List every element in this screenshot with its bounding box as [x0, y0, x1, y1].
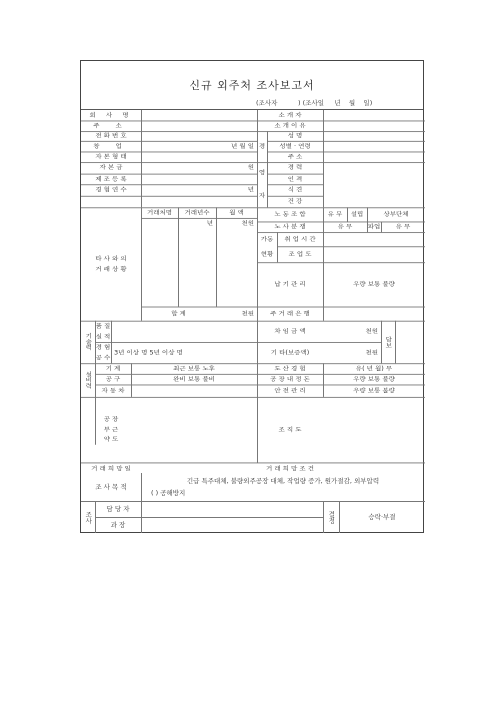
label-main-bank: 주 거 래 은 행: [270, 309, 310, 317]
other-unit: 천원: [365, 348, 378, 356]
owner-group-label-3: 자: [258, 192, 266, 200]
label-workers: 공 수: [95, 354, 111, 362]
label-phone: 전 화 번 호: [95, 132, 127, 140]
tools-grade: 완비 보통 불비: [173, 375, 215, 383]
label-founded: 창 업: [93, 142, 129, 150]
collateral-label: 담보: [384, 336, 393, 348]
strike-yes-no: 유 무: [395, 223, 411, 231]
label-introducer: 소 개 자: [278, 111, 302, 119]
label-owner-name: 성 명: [287, 132, 303, 140]
survey-info-line: (조사자 ) (조사일 년 월 일): [256, 99, 373, 107]
wage-unit: 천원: [365, 327, 378, 335]
label-head: 과 장: [110, 520, 126, 529]
label-address: 주 소: [93, 122, 129, 130]
label-capital: 자 본 금: [99, 164, 123, 172]
label-intro-reason: 소 개 이 유: [274, 122, 306, 130]
bankruptcy-value: 유( 년 월) 무: [355, 364, 393, 372]
decision-label: 결정: [327, 510, 336, 524]
label-personality: 인 격: [287, 175, 303, 183]
label-years: 경 협 연 수: [95, 186, 127, 194]
label-delivery: 납 기 관 리: [274, 280, 306, 288]
col-trade-years: 거래년수: [184, 208, 210, 216]
report-form: [80, 60, 424, 473]
label-quality: 품 질: [95, 322, 111, 330]
years-unit: 년: [247, 186, 254, 194]
label-rate: 조 업 도: [288, 250, 312, 258]
label-career: 경 력: [287, 164, 303, 172]
capital-unit: 원: [247, 164, 254, 172]
label-record: 실 적: [95, 332, 111, 341]
owner-group-label: 경: [258, 142, 266, 150]
label-desired-date: 거 래 희 망 일: [91, 464, 131, 473]
delivery-grade: 우량 보통 불량: [353, 280, 395, 288]
trade-total-unit: 천원: [241, 309, 254, 317]
factory-map-label: [81, 397, 141, 463]
experience-detail: 3년 이상 명 5년 이상 명: [114, 348, 183, 356]
label-owner-addr: 주 소: [287, 153, 303, 161]
machine-grade: 최근 보통 노후: [173, 364, 215, 372]
label-strike: 파업: [367, 223, 381, 231]
dispute-yes-no: 유 무: [337, 223, 353, 231]
label-factory-reg: 제 조 등 록: [95, 175, 127, 183]
label-capital-form: 자 본 형 태: [95, 153, 127, 161]
label-tools: 공 구: [105, 375, 121, 383]
owner-group-label-2: 영: [258, 169, 266, 177]
label-union: 노 동 조 합: [274, 210, 306, 218]
label-car: 자 동 차: [101, 386, 125, 395]
label-company: 회 사 명: [89, 111, 133, 119]
label-bankruptcy: 도 산 경 험: [274, 364, 306, 372]
purpose-line-2: ( ) 공해방지: [151, 488, 186, 497]
label-safety: 안 전 관 리: [274, 386, 306, 395]
form-grid: [81, 109, 423, 473]
label-experience: 경 험: [95, 343, 111, 351]
label-other: 기 타(보증액): [270, 348, 310, 356]
union-founded: 설립: [350, 210, 364, 218]
trade-label-1: 타 사 와 의: [95, 254, 127, 262]
label-dispute: 노 사 분 쟁: [274, 223, 306, 231]
form-title: 신규 외주처 조사보고서: [189, 79, 315, 92]
label-desired-conditions: 거 래 희 망 조 건: [265, 464, 314, 473]
label-knowledge: 식 견: [287, 186, 303, 194]
factory-grade: 우량 보통 불량: [353, 375, 395, 383]
label-factory-order: 공 장 내 정 돈: [270, 375, 310, 383]
trade-label-2: 거 래 상 황: [95, 265, 127, 273]
union-yes-no: 유 무: [327, 210, 343, 218]
col-monthly-amount: 월 액: [229, 208, 244, 216]
form-bottom: [80, 473, 424, 533]
amount-unit-cell: 천원: [241, 219, 254, 227]
label-work-hours: 취 업 시 간: [284, 235, 316, 243]
union-superior: 상부단체: [383, 210, 409, 218]
label-machine: 기 계: [105, 364, 121, 372]
purpose-line-1: 긴급 특주대체, 불량외주공장 대체, 작업량 증가, 원가절감, 외부압력: [186, 476, 380, 485]
decision-result: 승락·부결: [368, 512, 396, 521]
label-wage: 차 임 금 액: [274, 327, 306, 335]
operation-label: 가동: [260, 235, 274, 243]
col-partner: 거래처명: [146, 208, 173, 216]
years-unit-cell: 년: [206, 219, 213, 227]
founded-date: 년 월 일: [231, 142, 254, 150]
map-label-2: 부 근: [103, 425, 119, 434]
equip-group-label: 설비력: [84, 371, 93, 389]
label-health: 건 강: [287, 197, 303, 205]
map-label-1: 공 장: [103, 415, 119, 423]
map-label-3: 약 도: [103, 436, 119, 444]
label-manager: 담 당 자: [106, 504, 130, 513]
status-label: 현황: [260, 250, 274, 258]
trade-total-label: 합 계: [171, 309, 186, 317]
label-purpose: 조 사 목 적: [95, 482, 127, 491]
trade-label: [81, 207, 141, 320]
safety-grade: 우량 보통 불량: [353, 386, 395, 395]
org-chart-label: 조 직 도: [278, 425, 302, 434]
approval-group-label: 조사: [84, 510, 93, 524]
tech-group-label: 기술력: [84, 333, 93, 351]
label-owner-age: 성별 · 연령: [279, 142, 311, 150]
